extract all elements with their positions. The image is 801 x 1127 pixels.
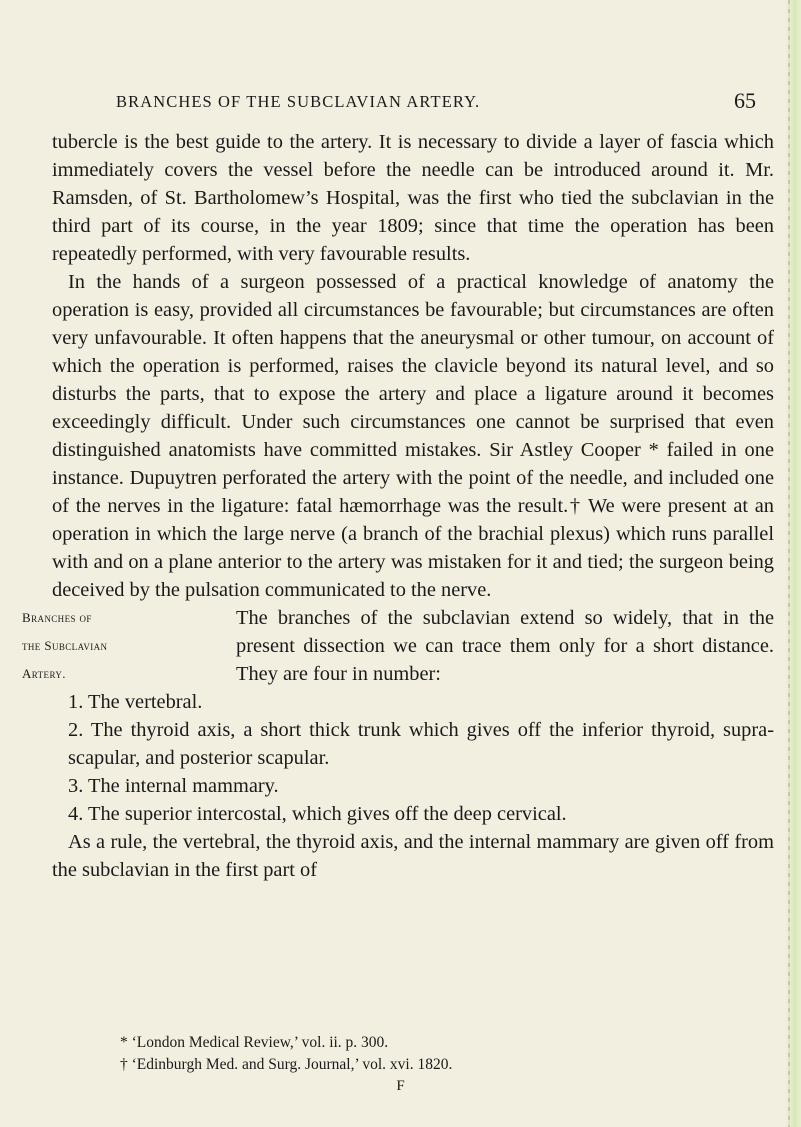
page-number: 65 [734,88,756,113]
list-item-thyroid-axis: 2. The thyroid axis, a short thick trunk which gives off the inferior thyroid, supra-scapular, and posterior scapular. [68,719,774,769]
sidenote-line-2: the Subclavian [22,638,108,653]
closing-paragraph: As a rule, the vertebral, the thyroid axis, and the internal mammary are given off from the subclavian in the first part of [52,831,774,881]
sidenote-line-3: Artery. [22,666,66,681]
paragraph-2: In the hands of a surgeon possessed of a practical knowledge of anatomy the operation is easy, provided all circumstances be favourable; but circumstances are often very unfavourable. It often happens that the aneurysmal or other tumour, on account of which the operation is performed, raises the clavicle beyond its natural level, and so disturbs the parts, that to expose the artery and place a ligature around it becomes exceedingly difficult. Under such circumstances one cannot be surprised that even distinguished anatomists have committed mistakes. Sir Astley Cooper * failed in one instance. Dupuytren perforated the artery with the point of the needle, and included one of the nerves in the ligature: fatal hæmorrhage was the result.† We were present at an operation in which the large nerve (a branch of the brachial plexus) which runs parallel with and on a plane anterior to the artery was mistaken for it and tied; the surgeon being deceived by the pulsation communicated to the nerve. [52,271,774,601]
running-head [48,88,776,118]
branches-section [22,604,774,688]
section-intro: The branches of the subclavian extend so widely, that in the present dissection we can trace them only for a short distance. They are four in number: [236,607,774,685]
paragraph-1: tubercle is the best guide to the artery. It is necessary to divide a layer of fascia which immediately covers the vessel before the needle can be introduced around it. Mr. Ramsden, of St. Bartholomew’s Hospital, was the first who tied the subclavian in the third part of its course, in the year 1809; since that time the operation has been repeatedly performed, with very favourable results. [52,131,774,265]
list-item-superior-intercostal: 4. The superior intercostal, which gives off the deep cervical. [68,803,567,825]
footnotes [120,1032,760,1076]
running-title: BRANCHES OF THE SUBCLAVIAN ARTERY. [116,92,481,111]
footnote-2: † ‘Edinburgh Med. and Surg. Journal,’ vol. xvi. 1820. [120,1056,453,1073]
body-text [22,128,774,884]
sidenote-line-1: Branches of [22,610,92,625]
page-edge-decoration [785,0,801,1127]
signature-mark: F [396,1078,405,1094]
list-item-internal-mammary: 3. The internal mammary. [68,775,279,797]
list-item-vertebral: 1. The vertebral. [68,691,203,713]
footnote-1: * ‘London Medical Review,’ vol. ii. p. 300. [120,1034,389,1051]
marginal-sidenote [22,604,190,688]
